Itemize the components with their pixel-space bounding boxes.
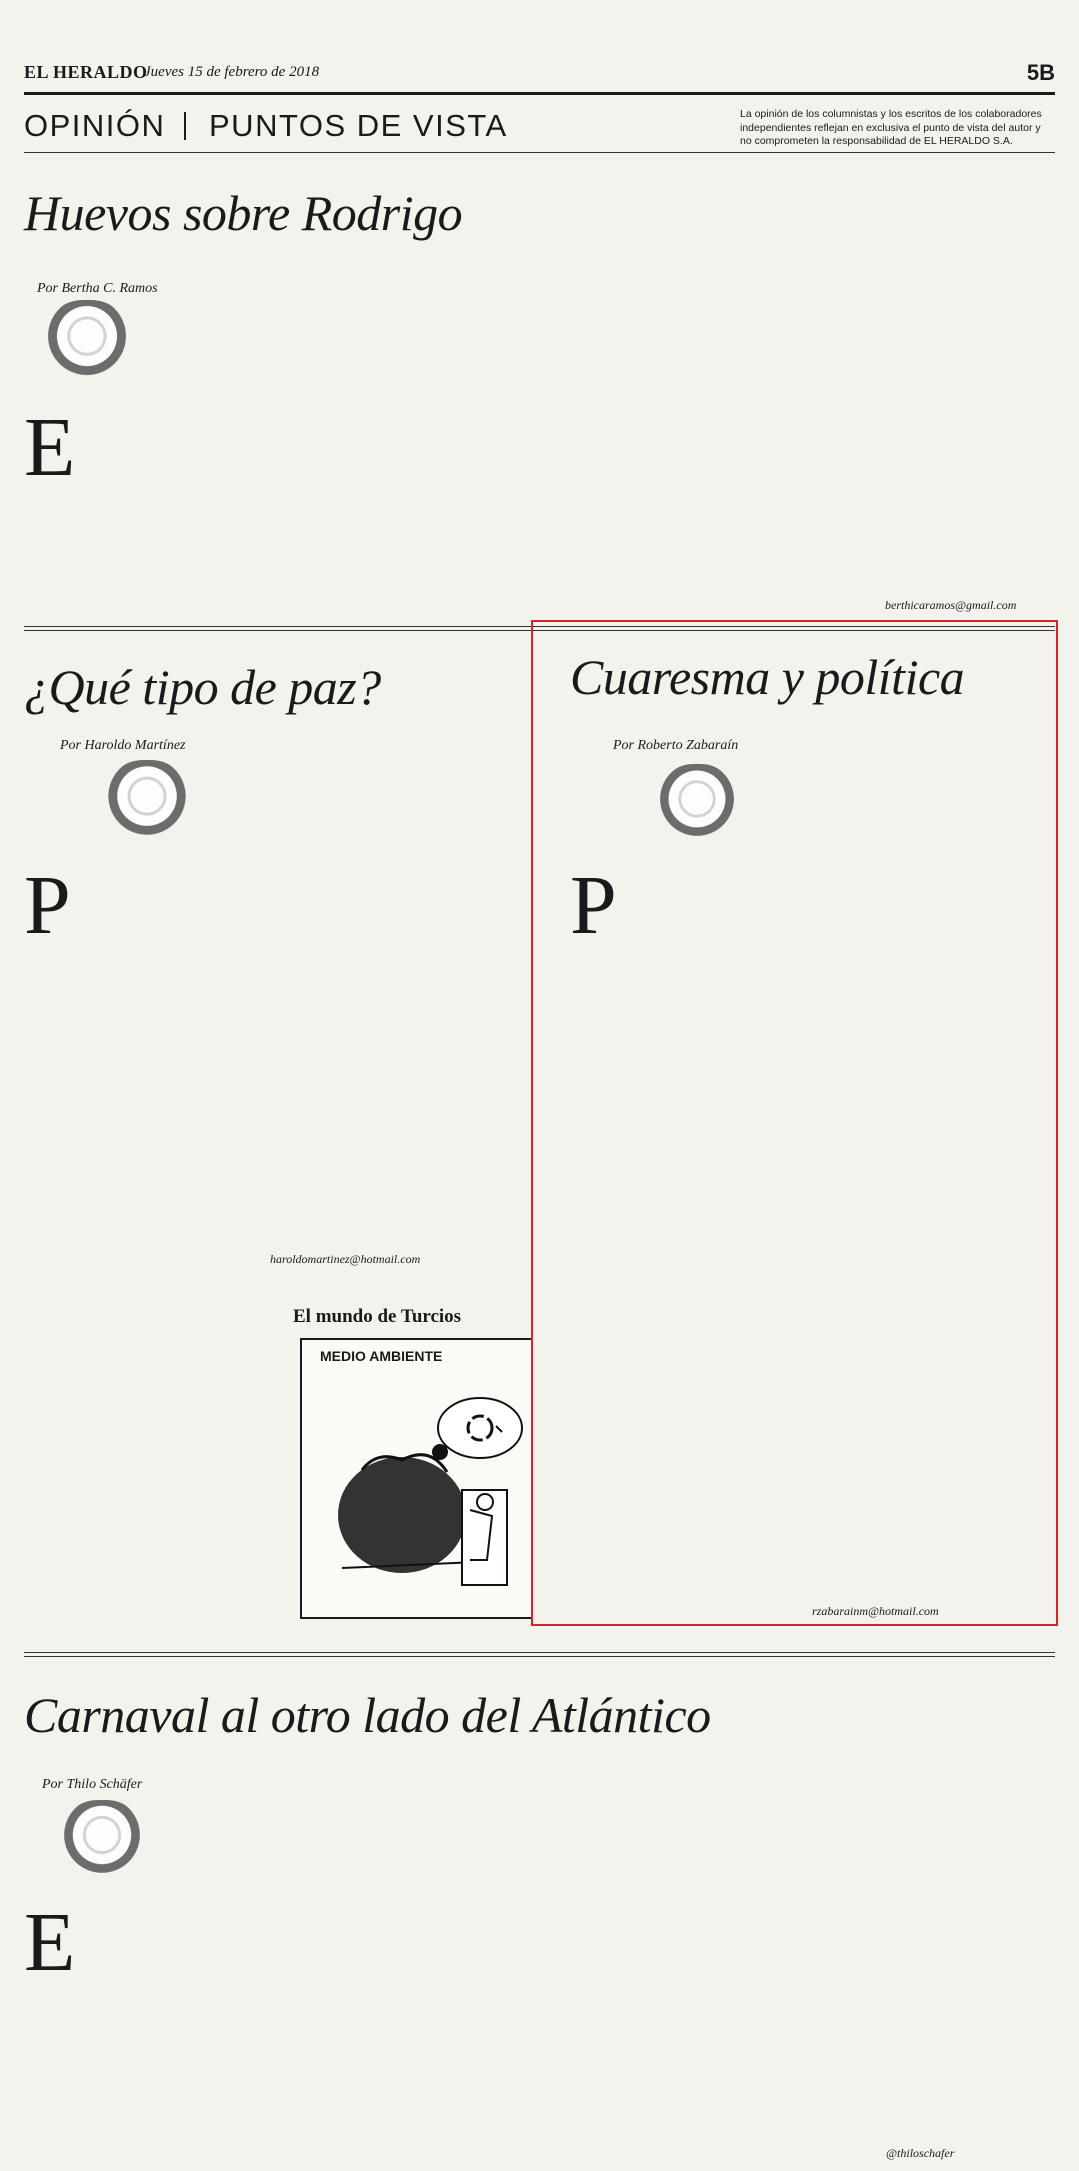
- article-separator: [24, 1652, 1055, 1657]
- article-byline: Por Roberto Zabaraín: [613, 738, 739, 753]
- page-number: 5B: [1026, 60, 1055, 85]
- section-divider: [184, 112, 186, 140]
- drop-cap: P: [24, 868, 71, 952]
- article-column-5: [712, 268, 876, 620]
- cartoon-label: MEDIO AMBIENTE: [320, 1348, 443, 1364]
- article-column-2: [196, 1775, 356, 2165]
- author-portrait: [58, 1800, 146, 1892]
- article-byline: Por Thilo Schäfer: [42, 1777, 143, 1792]
- article-byline: Por Haroldo Martínez: [60, 738, 186, 753]
- article-column-1: [24, 410, 174, 620]
- article-column-4: [540, 1775, 702, 2165]
- author-email: rzabarainm@hotmail.com: [812, 1604, 939, 1618]
- author-portrait: [103, 760, 191, 855]
- article-column-2: [182, 285, 352, 620]
- article-headline: Cuaresma y política: [570, 649, 965, 705]
- author-portrait: [656, 764, 738, 856]
- article-column-5: [712, 1775, 874, 2165]
- bomb-sack-illustration: [338, 1444, 477, 1573]
- author-email: haroldomartinez@hotmail.com: [270, 1252, 421, 1266]
- article-column-3: [367, 268, 537, 620]
- article-column-1: [24, 1905, 184, 2165]
- article-column-3: [366, 1775, 534, 2165]
- cartoon-drawing: [302, 1340, 533, 1619]
- article-column-1: [570, 868, 806, 1383]
- drop-cap: E: [24, 1905, 76, 1989]
- section-subname: PUNTOS DE VISTA: [209, 108, 508, 143]
- newspaper-name: EL HERALDO: [24, 62, 148, 82]
- author-email: berthicaramos@gmail.com: [885, 598, 1017, 612]
- masthead-rule: [24, 92, 1055, 95]
- drop-cap: P: [570, 868, 617, 952]
- article-headline: Huevos sobre Rodrigo: [24, 185, 463, 241]
- issue-date: Jueves 15 de febrero de 2018: [144, 64, 320, 80]
- article-headline: ¿Qué tipo de paz?: [24, 659, 381, 715]
- article-column-2: [813, 730, 1053, 1598]
- article-column-2: [270, 733, 525, 1243]
- article-column-1: [24, 868, 264, 1623]
- article-column-6: [884, 1775, 1054, 2145]
- author-portrait: [42, 300, 132, 395]
- section-name: OPINIÓN: [24, 108, 166, 143]
- section-rule: [24, 152, 1055, 153]
- article-column-4: [544, 268, 706, 620]
- article-headline: Carnaval al otro lado del Atlántico: [24, 1687, 711, 1743]
- author-email: @thiloschafer: [886, 2146, 955, 2160]
- editorial-cartoon: [300, 1338, 533, 1619]
- article-byline: Por Bertha C. Ramos: [37, 281, 158, 296]
- thought-bubble-recycle-icon: [438, 1398, 522, 1458]
- section-bar: [24, 104, 1055, 148]
- drop-cap: E: [24, 410, 76, 494]
- cartoon-title: El mundo de Turcios: [293, 1306, 462, 1327]
- article-column-6: [882, 268, 1054, 594]
- section-disclaimer: La opinión de los columnistas y los escritos de los colaboradores independientes reflejan en exclusiva el punto de vista del autor y no comprometen la responsabilidad de EL HERALDO S.A.: [740, 108, 1042, 148]
- chair-figure-illustration: [462, 1490, 507, 1585]
